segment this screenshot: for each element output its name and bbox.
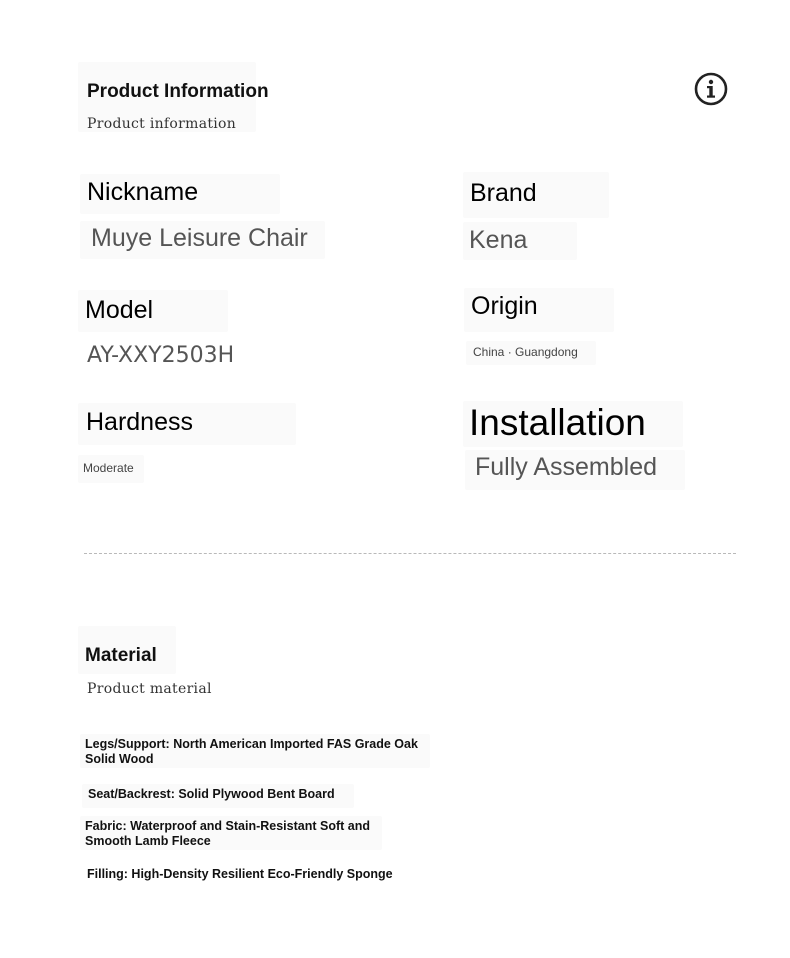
nickname-value: Muye Leisure Chair [91,224,308,252]
hardness-label: Hardness [86,408,193,436]
origin-label: Origin [471,292,538,320]
hardness-value: Moderate [83,461,134,475]
model-label: Model [85,296,154,324]
page-subtitle: Product information [87,116,237,132]
material-item: Seat/Backrest: Solid Plywood Bent Board [88,787,335,801]
origin-value: China · Guangdong [473,345,578,359]
installation-value: Fully Assembled [475,453,658,481]
model-value: AY-XXY2503H [87,343,235,368]
brand-label: Brand [470,179,537,207]
nickname-label: Nickname [87,178,199,206]
material-item: Legs/Support: North American Imported FAS Grade Oak Solid Wood [85,737,418,766]
page-title: Product Information [87,81,269,102]
material-item: Filling: High-Density Resilient Eco-Friendly Sponge [87,867,393,881]
material-item: Fabric: Waterproof and Stain-Resistant Soft and Smooth Lamb Fleece [85,819,370,848]
brand-value: Kena [469,226,528,254]
material-subtitle: Product material [87,681,212,697]
material-title: Material [85,645,157,666]
installation-label: Installation [469,402,646,443]
section-divider [84,553,736,554]
info-icon[interactable] [694,72,728,111]
